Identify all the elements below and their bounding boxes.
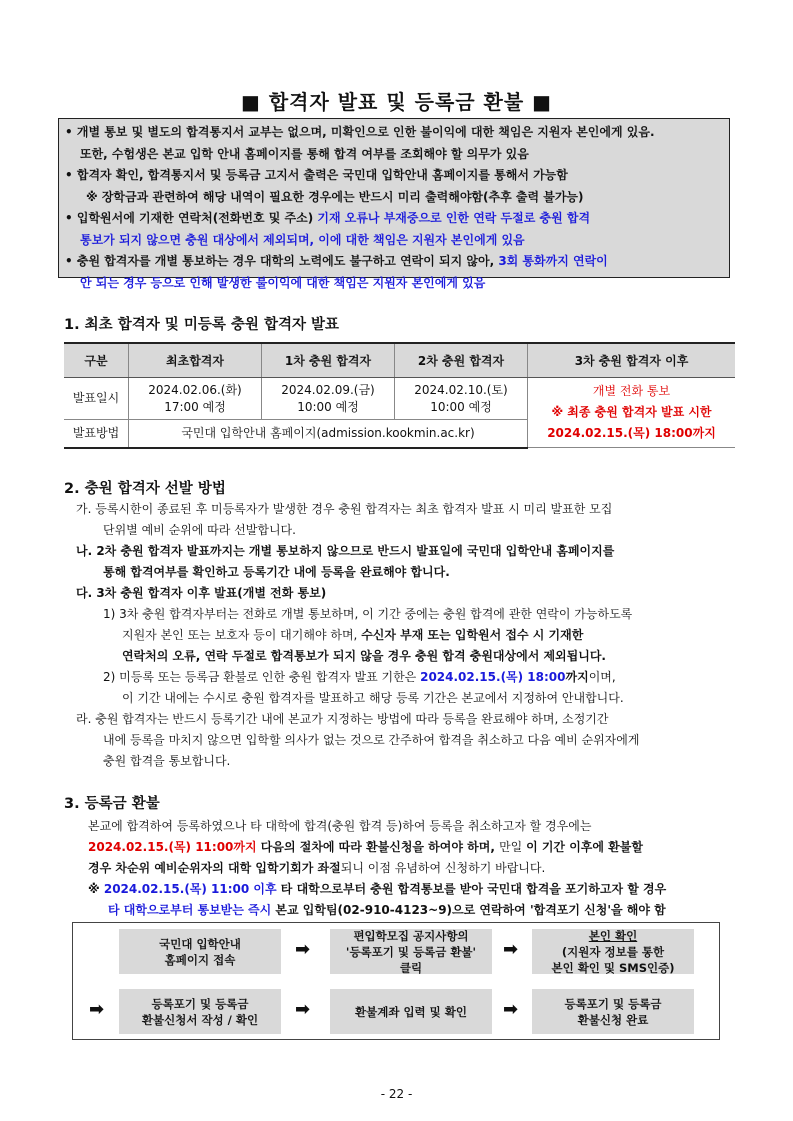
third-round-cell (528, 378, 736, 448)
notice-line-5-highlight: 기재 오류나 부재중으로 인한 연락 두절로 충원 합격 (317, 211, 591, 225)
notice-line-7-highlight: 3회 통화까지 연락이 (498, 254, 608, 268)
item-da-1-line-3: 연락처의 오류, 연락 두절로 합격통보가 되지 않을 경우 충원 합격 충원대상에서 제외됩니다. (122, 649, 606, 663)
individual-call-note: 개별 전화 통보 (592, 384, 671, 398)
date-cell-2nd (395, 378, 528, 420)
time-2nd: 10:00 예정 (430, 399, 492, 414)
notice-line-5 (65, 208, 723, 230)
section-2-heading: 2. 충원 합격자 선발 방법 (64, 481, 226, 497)
refund-note-line-2 (108, 901, 666, 919)
step-identity-line-3: 본인 확인 및 SMS인증) (551, 960, 675, 975)
item-da-2-deadline: 2024.02.15.(목) 18:00 (420, 670, 566, 684)
item-na-line-1: 나. 2차 충원 합격자 발표까지는 개별 통보하지 않으므로 반드시 발표일에 국민대 입학안내 홈페이지를 (76, 544, 615, 558)
step-homepage-line-2: 홈페이지 접속 (164, 952, 236, 967)
step-complete-line-2: 환불신청 완료 (577, 1012, 649, 1027)
refund-if: 만일 (499, 840, 527, 854)
table-header: 3차 충원 합격자 이후 (528, 343, 736, 378)
item-ra-line-2: 내에 등록을 마치지 않으면 입학할 의사가 없는 것으로 간주하여 합격을 취소하고 다음 예비 순위자에게 (103, 733, 640, 747)
item-da-1-line-2-text: 지원자 본인 또는 보호자 등이 대기해야 하며, (122, 628, 362, 642)
item-da-2-until: 까지 (565, 670, 589, 684)
refund-note-date: 2024.02.15.(목) 11:00 이후 (103, 882, 277, 896)
item-ra-line-3: 충원 합격을 통보합니다. (103, 754, 231, 768)
table-row (64, 378, 735, 420)
final-deadline-label: ※ 최종 충원 합격자 발표 시한 (551, 405, 712, 419)
refund-caution: 되니 이점 유념하여 신청하기 바랍니다. (340, 861, 546, 875)
final-deadline-date: 2024.02.15.(목) 18:00까지 (547, 426, 716, 440)
time-first: 17:00 예정 (164, 399, 226, 414)
refund-note-line-1 (88, 880, 666, 898)
refund-para-line-1: 본교에 합격하여 등록하였으나 타 대학에 합격(충원 합격 등)하여 등록을 취소하고자 할 경우에는 (88, 819, 592, 833)
announcement-table (64, 342, 735, 449)
arrow-icon: ➡ (89, 999, 105, 1020)
step-notice-click (330, 929, 492, 974)
notice-line-1: • 개별 통보 및 별도의 합격통지서 교부는 없으며, 미확인으로 인한 불이익에 대한 책임은 지원자 본인에게 있음. (65, 125, 655, 139)
step-application-line-1: 등록포기 및 등록금 (151, 996, 249, 1011)
refund-procedure: 다음의 절차에 따라 환불신청을 하여야 하며, (256, 840, 500, 854)
step-identity-line-1: 본인 확인 (588, 928, 638, 943)
notice-line-8: 안 되는 경우 등으로 인해 발생한 불이익에 대한 책임은 지원자 본인에게 있음 (80, 275, 486, 290)
notice-line-6: 통보가 되지 않으면 충원 대상에서 제외되며, 이에 대한 책임은 지원자 본인에게 있음 (80, 232, 525, 247)
page-number: - 22 - (380, 1087, 413, 1101)
table-header: 최초합격자 (129, 343, 262, 378)
section-3-heading: 3. 등록금 환불 (64, 796, 160, 812)
item-da-2-line-1 (103, 668, 616, 686)
item-ga-line-1: 가. 등록시한이 종료된 후 미등록자가 발생한 경우 충원 합격자는 최초 합격자 발표 시 미리 발표한 모집 (76, 502, 613, 516)
date-first: 2024.02.06.(화) (148, 382, 242, 397)
item-da-1-line-1: 1) 3차 충원 합격자부터는 전화로 개별 통보하며, 이 기간 중에는 충원 합격에 관한 연락이 가능하도록 (103, 607, 633, 621)
step-homepage-line-1: 국민대 입학안내 (159, 936, 241, 951)
notice-line-3: • 합격자 확인, 합격통지서 및 등록금 고지서 출력은 국민대 입학안내 홈페이지를 통해서 가능함 (65, 168, 568, 182)
step-account (330, 989, 492, 1034)
arrow-icon: ➡ (503, 939, 519, 960)
step-complete-line-1: 등록포기 및 등록금 (564, 996, 662, 1011)
refund-flow-diagram (72, 922, 720, 1040)
date-cell-1st (262, 378, 395, 420)
time-1st: 10:00 예정 (297, 399, 359, 414)
refund-note-text: 타 대학으로부터 충원 합격통보를 받아 국민대 합격을 포기하고자 할 경우 (276, 882, 667, 896)
notice-line-7 (65, 251, 723, 273)
notice-line-7-text: • 충원 합격자를 개별 통보하는 경우 대학의 노력에도 불구하고 연락이 되지 않아, (65, 254, 499, 268)
step-notice-line-2: '등록포기 및 등록금 환불' (345, 944, 477, 959)
item-ra-line-1: 라. 충원 합격자는 반드시 등록기간 내에 본교가 지정하는 방법에 따라 등록을 완료해야 하며, 소정기간 (76, 712, 609, 726)
page-title: ■ 합격자 발표 및 등록금 환불 ■ (240, 90, 553, 114)
refund-para-line-2 (88, 838, 643, 856)
step-identity-line-2: (지원자 정보를 통한 (561, 944, 665, 959)
step-identity (532, 929, 694, 974)
arrow-icon: ➡ (295, 999, 311, 1020)
refund-note-immediately: 타 대학으로부터 통보받는 즉시 (108, 903, 272, 917)
item-na-line-2: 통해 합격여부를 확인하고 등록기간 내에 등록을 완료해야 합니다. (103, 565, 450, 579)
table-header: 구분 (64, 343, 129, 378)
item-da: 다. 3차 충원 합격자 이후 발표(개별 전화 통보) (76, 586, 327, 600)
step-account-line-1: 환불계좌 입력 및 확인 (355, 1004, 467, 1019)
refund-consequence: 경우 차순위 예비순위자의 대학 입학기회가 좌절 (88, 861, 341, 875)
step-notice-line-3: 클릭 (399, 960, 423, 975)
refund-after: 이 기간 이후에 환불할 (526, 840, 643, 854)
table-header-row (64, 343, 735, 378)
table-header: 1차 충원 합격자 (262, 343, 395, 378)
item-da-1-line-2 (122, 626, 583, 644)
step-homepage (119, 929, 281, 974)
notice-line-5-text: • 입학원서에 기재한 연락처(전화번호 및 주소) (65, 211, 318, 225)
row-label: 발표일시 (64, 378, 129, 420)
item-da-1-line-2-bold: 수신자 부재 또는 입학원서 접수 시 기재한 (361, 628, 584, 642)
notice-line-4: ※ 장학금과 관련하여 해당 내역이 필요한 경우에는 반드시 미리 출력해야함(추후 출력 불가능) (86, 189, 584, 204)
notice-line-2: 또한, 수험생은 본교 입학 안내 홈페이지를 통해 합격 여부를 조회해야 할 의무가 있음 (80, 146, 529, 161)
date-2nd: 2024.02.10.(토) (414, 382, 508, 397)
refund-para-line-3 (88, 859, 545, 877)
section-1-heading: 1. 최초 합격자 및 미등록 충원 합격자 발표 (64, 317, 340, 333)
arrow-icon: ➡ (503, 999, 519, 1020)
date-cell-first (129, 378, 262, 420)
refund-note-contact: 본교 입학팀(02-910-4123~9)으로 연락하여 '합격포기 신청'을 해야 함 (271, 903, 666, 917)
table-header: 2차 충원 합격자 (395, 343, 528, 378)
step-application (119, 989, 281, 1034)
item-da-2-end: 이며, (588, 670, 616, 684)
item-ga-line-2: 단위별 예비 순위에 따라 선발합니다. (103, 523, 296, 537)
refund-deadline: 2024.02.15.(목) 11:00까지 (88, 840, 257, 854)
notice-box (58, 118, 730, 290)
method-cell: 국민대 입학안내 홈페이지(admission.kookmin.ac.kr) (129, 420, 528, 448)
row-label: 발표방법 (64, 420, 129, 448)
item-da-2-text: 2) 미등록 또는 등록금 환불로 인한 충원 합격자 발표 기한은 (103, 670, 421, 684)
step-notice-line-1: 편입학모집 공지사항의 (353, 928, 469, 943)
item-da-2-line-2: 이 기간 내에는 수시로 충원 합격자를 발표하고 해당 등록 기간은 본교에서 지정하여 안내합니다. (122, 691, 624, 705)
refund-note-mark: ※ (88, 882, 104, 896)
arrow-icon: ➡ (295, 939, 311, 960)
step-application-line-2: 환불신청서 작성 / 확인 (141, 1012, 259, 1027)
date-1st: 2024.02.09.(금) (281, 382, 375, 397)
step-complete (532, 989, 694, 1034)
